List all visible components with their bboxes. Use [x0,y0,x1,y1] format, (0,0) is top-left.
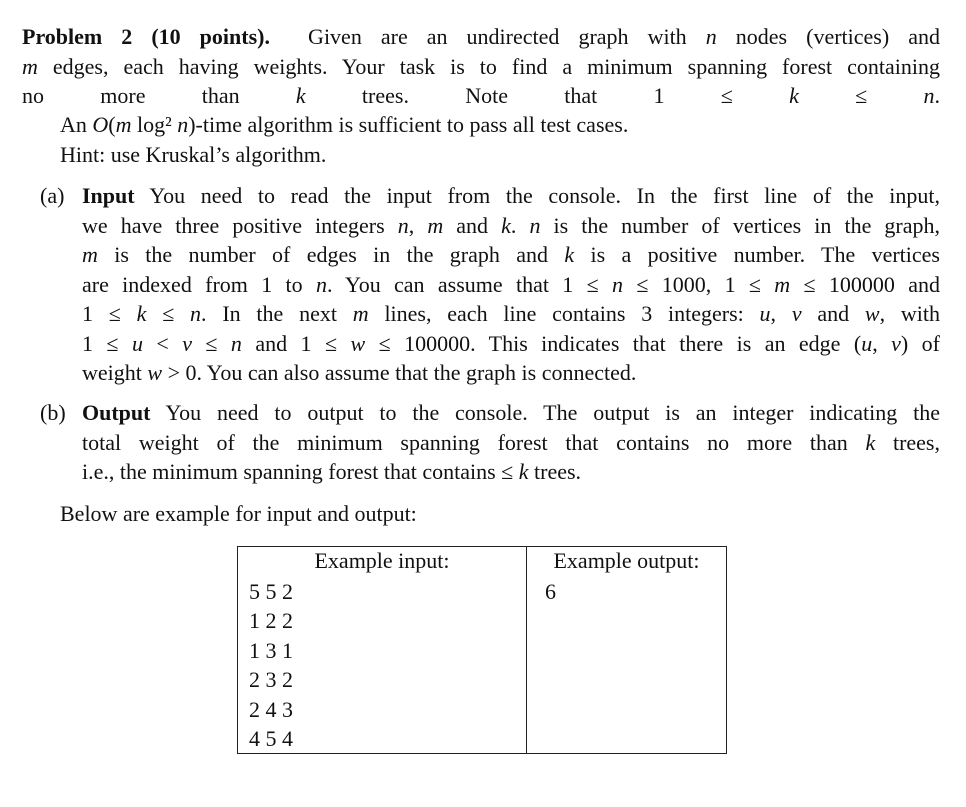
math-var: k [518,459,529,484]
math-var: n [190,301,202,326]
math-var: n [177,112,189,137]
examples-intro: Below are example for input and output: [60,501,417,526]
math-var: k [865,429,876,455]
text-line [82,358,940,388]
text: , [770,301,792,326]
example-input-row: 5 5 2 [249,579,293,604]
math-var: v [891,330,901,356]
text-line [82,299,940,329]
math-var: n [397,212,409,238]
text: i.e., the minimum spanning forest that contains ≤ [82,459,519,484]
text: ≤ 1000, 1 ≤ [623,271,775,297]
math-var: k [501,212,511,238]
text: are indexed from 1 to [82,271,316,297]
text: < [142,330,183,356]
text-line [82,211,940,241]
math-var: k [789,83,799,108]
text: )-time algorithm is sufficient to pass all test cases. [188,112,629,137]
math-var: v [791,301,802,326]
text: total weight of the minimum spanning forest that contains no more than [82,429,866,455]
math-var: v [182,330,192,356]
example-output-cell [527,547,727,754]
text: An [60,112,93,137]
math-var: m [115,112,132,137]
text: ≤ [146,301,191,326]
math-var: w [147,360,163,385]
math-var: n [230,330,242,356]
text: and [801,301,865,326]
part-a-label: (a) [40,183,65,208]
math-var: u [861,330,873,356]
text-line [82,329,940,359]
text-line [82,457,940,487]
math-var: u [759,301,771,326]
text: is the number of vertices in the graph, [540,212,940,238]
math-var: m [774,271,791,297]
text: nodes (vertices) and [716,24,940,49]
text: , [408,212,428,238]
text: log² [131,112,178,137]
text: Given are an undirected graph with [269,24,706,49]
problem-intro [22,22,940,111]
math-var: n [316,271,327,297]
text: is a positive number. The vertices [574,242,940,267]
text-line [82,398,940,428]
math-var: n [705,24,717,49]
part-b-label: (b) [40,400,66,425]
example-output-header: Example output: [553,548,700,573]
text-line [22,22,940,52]
math-var: m [82,242,98,267]
text: > 0. You can also assume that the graph is connected. [162,360,637,385]
bold-text: Input [82,183,135,208]
math-var: u [131,330,143,356]
text: lines, each line contains 3 integers: [368,301,760,326]
text-line [22,52,940,82]
math-var: m [352,301,369,326]
text: . [510,212,530,238]
text: ≤ [191,330,231,356]
text: trees, [875,429,940,455]
part-b-text [82,398,940,487]
part-a-text [82,181,940,388]
text: ≤ 100000. This indicates that there is an edge ( [365,330,862,356]
text: 1 ≤ [82,330,132,356]
text-line [60,110,860,140]
math-var: n [529,212,541,238]
example-input-row: 4 5 4 [249,726,293,752]
text: ( [108,112,116,137]
example-output-value: 6 [545,579,556,604]
text: , with [879,301,940,326]
text: trees. [528,459,582,484]
text-line [82,270,940,300]
example-input-row: 2 4 3 [249,696,293,722]
text: no more than [22,83,296,108]
text: , [872,330,892,356]
text-line [82,428,940,458]
example-table [237,546,727,754]
text: . You can assume that 1 ≤ [327,271,613,297]
math-var: n [612,271,624,297]
text: and 1 ≤ [241,330,351,356]
math-var: n [923,83,935,108]
text: Hint: use Kruskal’s algorithm. [60,141,327,167]
text: ≤ [798,83,924,108]
text: You need to output to the console. The output is an integer indicating the [150,400,940,425]
example-input-row: 2 3 2 [249,667,293,693]
example-input-cell [238,547,527,754]
example-input-row: 1 2 2 [249,608,293,634]
text-line [60,140,860,170]
bold-text: Output [82,400,151,425]
text: weight [82,360,148,385]
math-var: k [564,242,575,267]
text: ≤ 100000 and [790,271,941,297]
math-var: k [295,83,306,108]
bold-text: Problem 2 (10 points). [22,24,270,49]
math-var: w [864,301,880,326]
text: . [934,83,940,108]
example-input-row: 1 3 1 [249,637,293,663]
text: trees. Note that 1 ≤ [305,83,790,108]
text-line [82,181,940,211]
text: You need to read the input from the console. In the first line of the input, [134,183,940,208]
math-var: w [350,330,366,356]
math-var: m [427,212,444,238]
text: is the number of edges in the graph and [97,242,565,267]
text: 1 ≤ [82,301,137,326]
text-line [22,81,940,111]
text: we have three positive integers [82,212,398,238]
text: ) of [900,330,941,356]
math-var: m [22,53,38,79]
text: edges, each having weights. Your task is to find a minimum spanning forest containing [37,53,940,79]
math-var: k [136,301,147,326]
problem-notes [60,110,860,169]
example-input-header: Example input: [314,548,450,573]
text: and [443,212,502,238]
math-var: O [92,112,109,137]
text-line [82,240,940,270]
text: . In the next [201,301,353,326]
